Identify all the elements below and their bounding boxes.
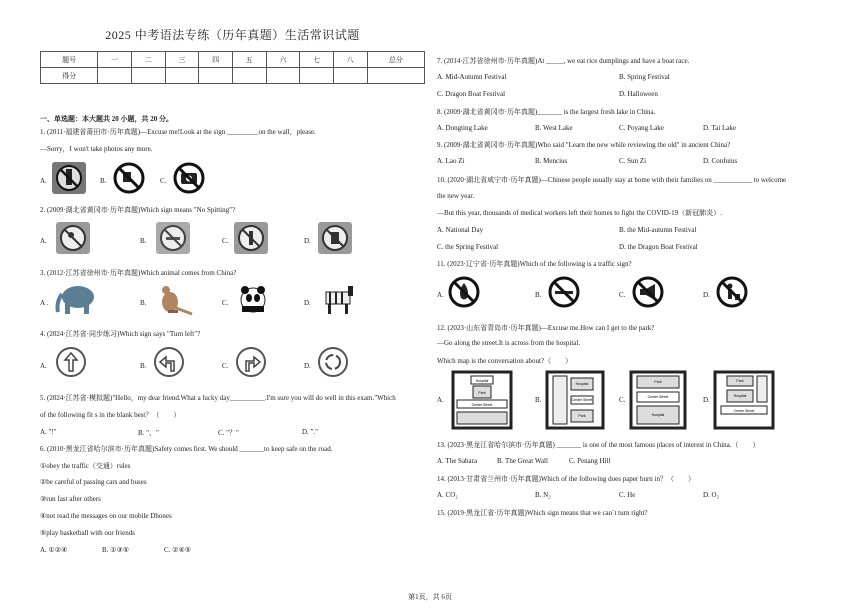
score-cell: 三 bbox=[165, 52, 199, 68]
question-10-cont: the new year. bbox=[437, 192, 475, 200]
roundabout-sign-icon bbox=[316, 346, 354, 380]
q13-option-b[interactable]: B. The Great Wall bbox=[497, 457, 548, 465]
question-7: 7. (2014·江苏省徐州市·历年真题)At _____, we eat rice dumplings and have a boat race. bbox=[437, 57, 690, 65]
zebra-icon bbox=[316, 284, 360, 318]
elephant-icon bbox=[52, 282, 98, 316]
map-label-park: Park bbox=[578, 414, 586, 418]
q9-option-b[interactable]: B. Mencius bbox=[535, 157, 568, 165]
no-fire-sign-icon bbox=[447, 276, 485, 310]
q9-option-d[interactable]: D. Confuius bbox=[703, 157, 738, 165]
q11-option-c[interactable]: C. bbox=[619, 291, 626, 299]
question-5: 5. (2024·江苏省·模拟题)"Hello，my dear friend.What a lucky day__________.I'm sure you will do well in this exam."Which bbox=[40, 394, 396, 402]
q6-option-b[interactable]: B. ①③⑤ bbox=[102, 546, 129, 554]
q12-option-d[interactable]: D. bbox=[703, 396, 710, 404]
map-label-street: Center Street bbox=[733, 409, 755, 413]
q10-option-b[interactable]: B. the Mid-autumn Festival bbox=[619, 226, 697, 234]
question-6: 6. (2010·黑龙江省哈尔滨市·历年真题)Safety comes first. We should _______to keep safe on the road. bbox=[40, 445, 333, 453]
score-cell: 总分 bbox=[367, 52, 424, 68]
turn-right-sign-icon bbox=[234, 346, 272, 380]
score-cell: 五 bbox=[232, 52, 266, 68]
q5-option-a[interactable]: A. "!" bbox=[40, 428, 57, 436]
question-2: 2. (2009·湖北省黄冈市·历年真题)Which sign means "No Spitting"? bbox=[40, 206, 236, 214]
score-cell: 七 bbox=[300, 52, 334, 68]
q4-option-c[interactable]: C. bbox=[222, 362, 229, 370]
turn-left-sign-icon bbox=[152, 346, 190, 380]
no-spitting-sign-icon bbox=[56, 222, 94, 256]
score-cell: 得分 bbox=[41, 68, 98, 84]
q11-option-b[interactable]: B. bbox=[535, 291, 542, 299]
no-photos-sign-icon bbox=[172, 162, 210, 196]
map-label-hospital: Hospital bbox=[651, 413, 665, 417]
street-map-b bbox=[545, 370, 605, 430]
left-questions bbox=[40, 0, 430, 600]
q6-item: ②be careful of passing cars and buses bbox=[40, 478, 147, 486]
map-label-park: Park bbox=[478, 391, 486, 395]
page-title: 2025 中考语法专练（历年真题）生活常识试题 bbox=[105, 28, 360, 42]
q1-option-a[interactable]: A. bbox=[40, 177, 47, 185]
q5-option-d[interactable]: D. "." bbox=[302, 428, 319, 436]
right-questions bbox=[437, 0, 827, 600]
question-14: 14. (2013·甘肃省兰州市·历年真题)Which of the following does paper burn in？（ ） bbox=[437, 475, 695, 483]
q2-option-d[interactable]: D. bbox=[304, 237, 311, 245]
straight-arrow-sign-icon bbox=[54, 346, 92, 380]
q4-option-b[interactable]: B. bbox=[140, 362, 147, 370]
question-5-cont: of the following fit s in the blank best？（ ） bbox=[40, 411, 181, 419]
q14-option-c[interactable]: C. He bbox=[619, 491, 636, 499]
map-label-street: Center Street bbox=[647, 395, 669, 399]
no-touching-sign-icon bbox=[112, 162, 150, 196]
map-label-hospital: Hospital bbox=[475, 379, 489, 383]
q6-option-a[interactable]: A. ①②④ bbox=[40, 546, 68, 554]
q12-option-b[interactable]: B. bbox=[535, 396, 542, 404]
score-cell: 二 bbox=[131, 52, 165, 68]
score-cell: 六 bbox=[266, 52, 300, 68]
question-4: 4. (2024·江苏省·同步练习)Which sign says "Turn left"? bbox=[40, 330, 201, 338]
q6-item: ④not read the messages on our mobile Dhones bbox=[40, 512, 172, 520]
panda-icon bbox=[234, 282, 272, 316]
q14-option-a[interactable]: A. CO₂ bbox=[437, 491, 458, 499]
no-dumping-sign-icon bbox=[318, 222, 356, 256]
page-footer: 第1页，共 6页 bbox=[408, 593, 452, 601]
q4-option-d[interactable]: D. bbox=[304, 362, 311, 370]
q11-option-a[interactable]: A. bbox=[437, 291, 444, 299]
q9-option-c[interactable]: C. Sun Zi bbox=[619, 157, 647, 165]
question-9: 9. (2009·湖北省黄冈市·历年真题)Who said "Learn the new while reviewing the old" in ancient China? bbox=[437, 141, 731, 149]
q5-option-b[interactable]: B. "、" bbox=[138, 429, 159, 437]
map-label-park: Park bbox=[654, 380, 662, 384]
no-honking-sign-icon bbox=[631, 276, 669, 310]
question-1: 1. (2011·福建省莆田市·历年真题)—Excuse me!Look at the sign _________on the wall，please. bbox=[40, 128, 316, 136]
street-map-c bbox=[629, 370, 687, 430]
q13-option-c[interactable]: C. Penang Hill bbox=[569, 457, 611, 465]
question-10-reply: —But this year, thousands of medical workers left their homes to fight the COVID-19（新冠肺炎）. bbox=[437, 209, 722, 217]
score-cell: 八 bbox=[333, 52, 367, 68]
q3-option-a[interactable]: A . bbox=[40, 299, 49, 307]
q7-option-c[interactable]: C. Dragon Boat Festival bbox=[437, 90, 506, 98]
no-littering-sign-icon bbox=[52, 162, 90, 196]
q8-option-b[interactable]: B. West Lake bbox=[535, 124, 573, 132]
map-label-street: Center Street bbox=[571, 398, 593, 402]
q7-option-b[interactable]: B. Spring Festival bbox=[619, 73, 670, 81]
question-12: 12. (2023·山东省青岛市·历年真题)—Excuse me.How can I get to the park? bbox=[437, 324, 655, 332]
kangaroo-icon bbox=[150, 282, 194, 316]
question-8: 8. (2009·湖北省黄冈市·历年真题)_______ is the largest fresh lake in China. bbox=[437, 108, 656, 116]
question-10: 10. (2020·湖北省咸宁市·历年真题)—Chinese people usually stay at home with their families on ___________ to welcome bbox=[437, 176, 787, 184]
q7-option-a[interactable]: A. Mid-Autumn Festival bbox=[437, 73, 507, 81]
q8-option-d[interactable]: D. Tai Lake bbox=[703, 124, 737, 132]
question-11: 11. (2023·辽宁省·历年真题)Which of the following is a traffic sign? bbox=[437, 260, 632, 268]
q7-option-d[interactable]: D. Halloween bbox=[619, 90, 658, 98]
street-map-a bbox=[451, 370, 513, 430]
q14-option-b[interactable]: B. N₂ bbox=[535, 491, 551, 499]
q10-option-d[interactable]: D. the Dragon Boat Festival bbox=[619, 243, 698, 251]
section-heading: 一、单选题：本大题共 20 小题，共 20 分。 bbox=[40, 115, 173, 123]
q1-option-c[interactable]: C. bbox=[160, 177, 167, 185]
q2-option-b[interactable]: B. bbox=[140, 237, 147, 245]
q3-option-c[interactable]: C. bbox=[222, 299, 229, 307]
no-walking-sign-icon bbox=[234, 222, 272, 256]
q2-option-c[interactable]: C. bbox=[222, 237, 229, 245]
q6-item: ①obey the traffic（交通）rules bbox=[40, 462, 131, 470]
q12-option-c[interactable]: C. bbox=[619, 396, 626, 404]
q14-option-d[interactable]: D. O₂ bbox=[703, 491, 720, 499]
q10-option-c[interactable]: C. the Spring Festival bbox=[437, 243, 499, 251]
no-smoking-traffic-sign-icon bbox=[547, 276, 585, 310]
score-cell: 四 bbox=[199, 52, 233, 68]
map-label-hospital: Hospital bbox=[733, 394, 747, 398]
no-smoking-sign-icon bbox=[156, 222, 194, 256]
street-map-d bbox=[713, 370, 775, 430]
no-littering-traffic-sign-icon bbox=[715, 276, 753, 310]
question-12-reply: —Go along the street.It is across from the hospital. bbox=[437, 339, 581, 347]
q2-option-a[interactable]: A. bbox=[40, 237, 47, 245]
q3-option-b[interactable]: B. bbox=[140, 299, 147, 307]
score-cell: 一 bbox=[98, 52, 132, 68]
q10-option-a[interactable]: A. National Day bbox=[437, 226, 484, 234]
q1-option-b[interactable]: B. bbox=[100, 177, 107, 185]
map-label-street: Center Street bbox=[471, 403, 493, 407]
q3-option-d[interactable]: D. bbox=[304, 299, 311, 307]
q6-option-c[interactable]: C. ②④⑤ bbox=[164, 546, 191, 554]
q6-item: ⑤play basketball with our friends bbox=[40, 529, 135, 537]
q12-option-a[interactable]: A. bbox=[437, 396, 444, 404]
q8-option-c[interactable]: C. Poyang Lake bbox=[619, 124, 664, 132]
q6-item: ③run fast after others bbox=[40, 495, 101, 503]
q8-option-a[interactable]: A. Dongting Lake bbox=[437, 124, 488, 132]
q9-option-a[interactable]: A. Lao Zi bbox=[437, 157, 465, 165]
question-13: 13. (2023·黑龙江省哈尔滨市·历年真题) _______ is one of the most famous places of interest in China.（ ） bbox=[437, 441, 760, 449]
score-cell: 题号 bbox=[41, 52, 98, 68]
q5-option-c[interactable]: C. "？" bbox=[218, 429, 239, 437]
question-12-prompt: Which map is the conversation about?（ ） bbox=[437, 357, 573, 365]
q4-option-a[interactable]: A. bbox=[40, 362, 47, 370]
q11-option-d[interactable]: D. bbox=[703, 291, 710, 299]
map-label-park: Park bbox=[736, 379, 744, 383]
q13-option-a[interactable]: A. The Sahara bbox=[437, 457, 478, 465]
question-1-reply: —Sorry，I won't take photos any more. bbox=[40, 145, 153, 153]
map-label-hospital: Hospital bbox=[575, 382, 589, 386]
question-15: 15. (2019·黑龙江省·历年真题)Which sign means that we can`t turn right? bbox=[437, 509, 648, 517]
question-3: 3. (2012·江苏省徐州市·历年真题)Which animal comes from China? bbox=[40, 269, 237, 277]
